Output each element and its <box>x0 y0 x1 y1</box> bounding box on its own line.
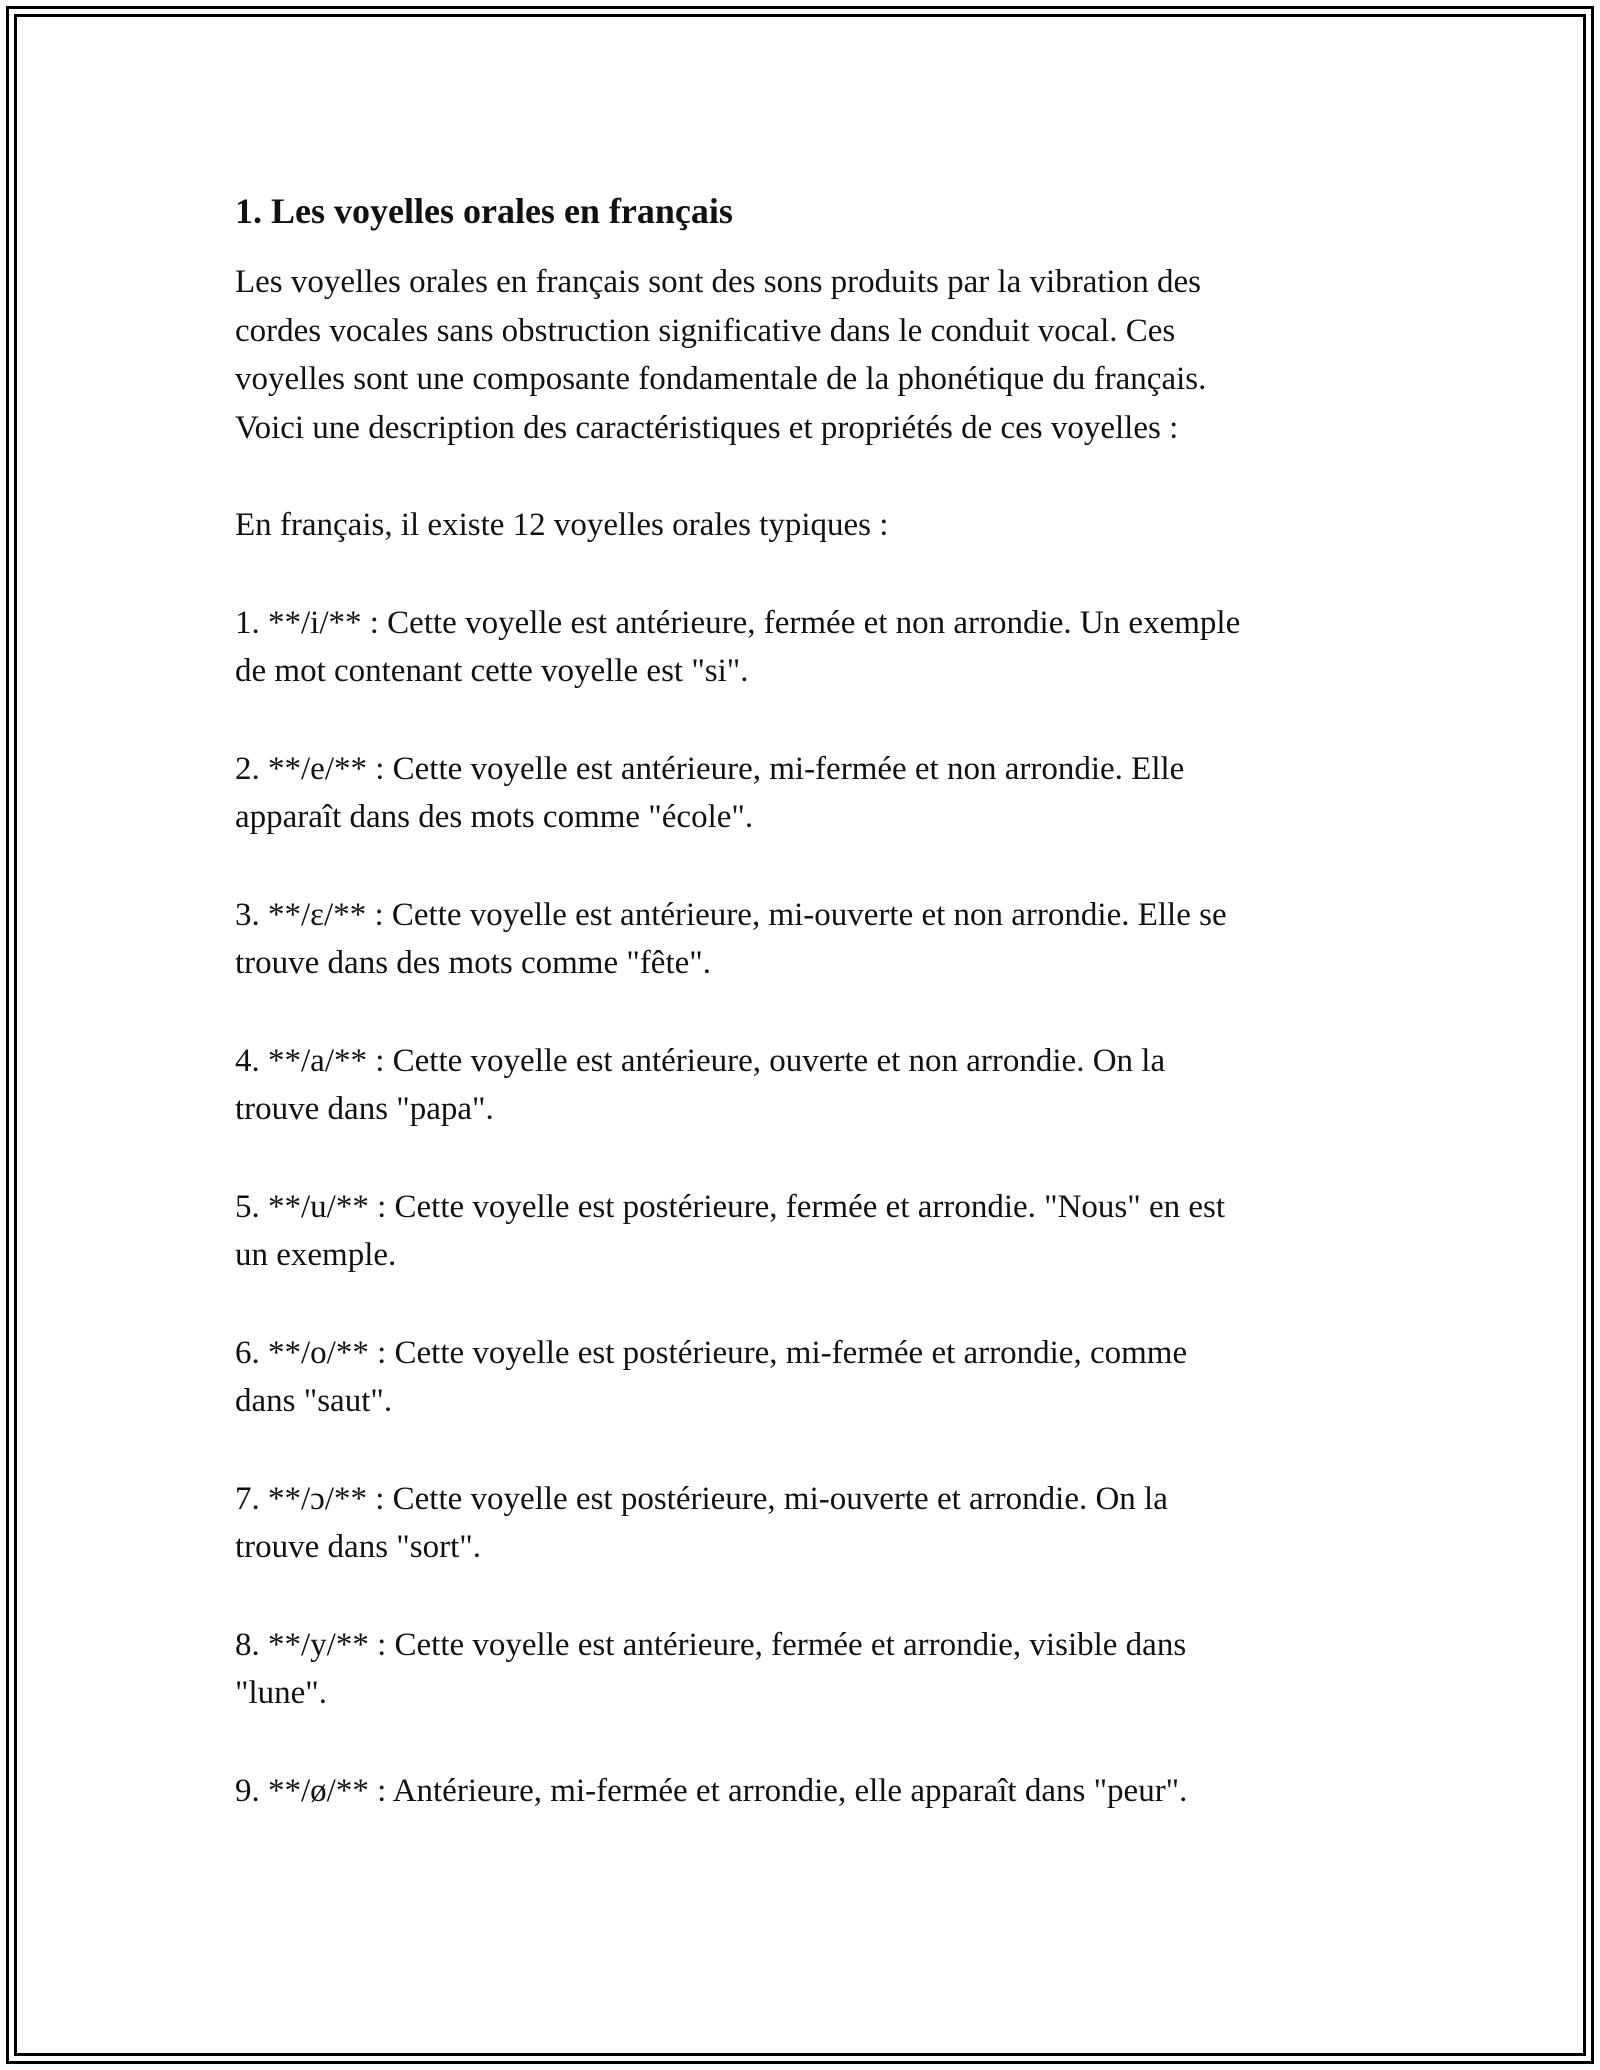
document-body <box>235 186 1365 1864</box>
vowel-item-u: 5. **/u/** : Cette voyelle est postérieure, fermée et arrondie. "Nous" en est un exemple. <box>235 1188 1226 1273</box>
vowel-item-e: 2. **/e/** : Cette voyelle est antérieure, mi-fermée et non arrondie. Elle apparaît dans des mots comme "école". <box>235 750 1185 835</box>
vowel-item-o: 6. **/o/** : Cette voyelle est postérieure, mi-fermée et arrondie, comme dans "saut". <box>235 1334 1188 1419</box>
vowel-item-i: 1. **/i/** : Cette voyelle est antérieure, fermée et non arrondie. Un exemple de mot contenant cette voyelle est "si". <box>235 604 1241 689</box>
vowel-item-open-o: 7. **/ɔ/** : Cette voyelle est postérieure, mi-ouverte et arrondie. On la trouve dans "sort". <box>235 1480 1168 1565</box>
vowel-item-open-e: 3. **/ɛ/** : Cette voyelle est antérieure, mi-ouverte et non arrondie. Elle se trouve dans des mots comme "fête". <box>235 896 1227 981</box>
vowel-count-line: En français, il existe 12 voyelles orales typiques : <box>235 507 889 543</box>
vowel-item-a: 4. **/a/** : Cette voyelle est antérieure, ouverte et non arrondie. On la trouve dans "papa". <box>235 1042 1166 1127</box>
vowel-item-y: 8. **/y/** : Cette voyelle est antérieure, fermée et arrondie, visible dans "lune". <box>235 1626 1187 1711</box>
section-title: 1. Les voyelles orales en français <box>235 191 733 231</box>
vowel-item-o-slash: 9. **/ø/** : Antérieure, mi-fermée et arrondie, elle apparaît dans "peur". <box>235 1772 1188 1809</box>
intro-paragraph: Les voyelles orales en français sont des sons produits par la vibration des cordes vocales sans obstruction significative dans le conduit vocal. Ces voyelles sont une composante fondamentale de la phonétique du français. Voici une description des caractéristiques et propriétés de ces voyelles : <box>235 264 1207 446</box>
